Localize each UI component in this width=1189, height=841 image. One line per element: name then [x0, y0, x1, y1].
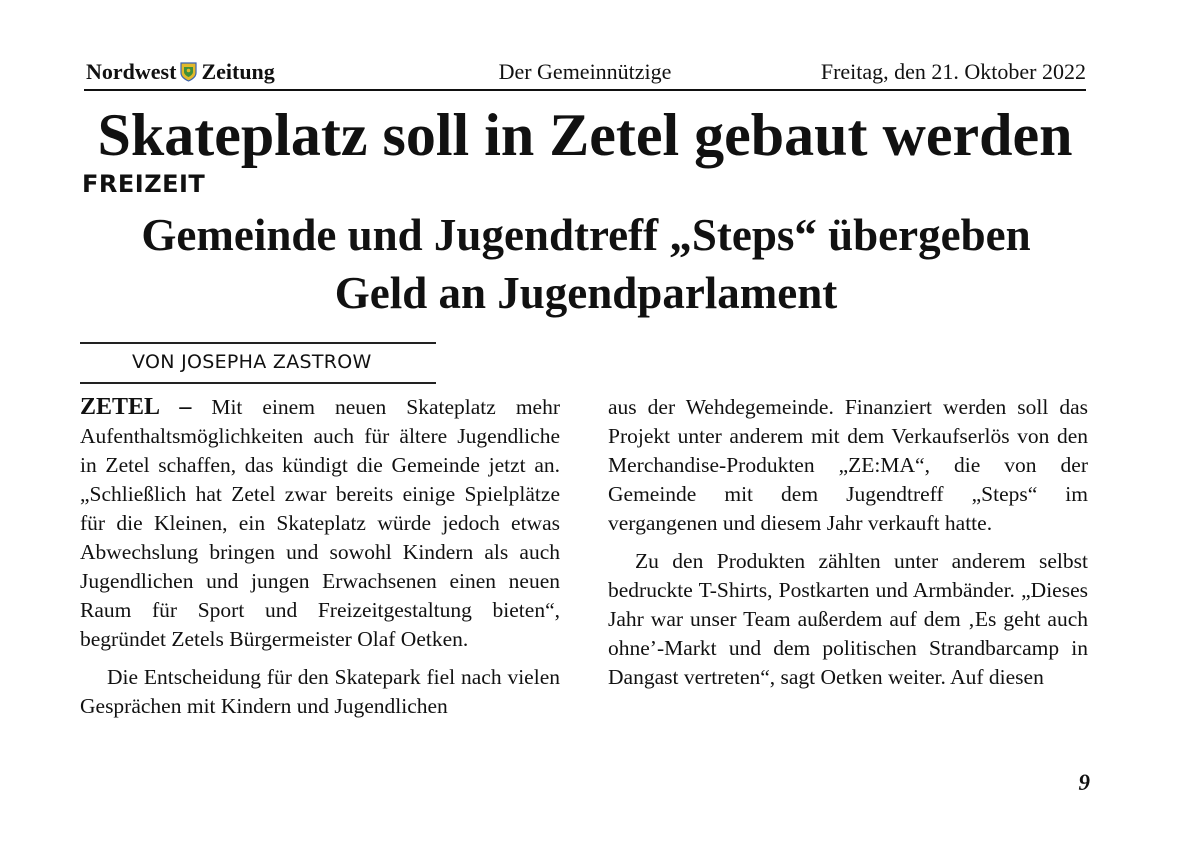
paragraph: Zu den Produkten zählten unter anderem selbst bedruckte T-Shirts, Postkarten und Armbänder. „Dieses Jahr war unser Team außerdem auf dem ‚Es geht auch ohne’-Markt und dem politischen Strandbarcamp in Dangast vertreten“, sagt Oetken weiter. Auf diesen — [608, 549, 1088, 689]
paragraph — [80, 393, 560, 654]
paragraph: Die Entscheidung für den Skatepark fiel nach vielen Gesprächen mit Kindern und Jugendlichen — [80, 665, 560, 718]
brand-name-right: Zeitung — [201, 59, 275, 84]
subheadline-line-2: Geld an Jugendparlament — [334, 268, 838, 318]
page-header — [84, 57, 1086, 91]
brand-name-left: Nordwest — [86, 59, 177, 84]
paragraph-text: Mit einem neuen Skateplatz mehr Aufenthaltsmöglichkeiten auch für ältere Jugendliche in Zetel schaffen, das kündigt die Gemeinde jetzt an. „Schließlich hat Zetel zwar bereits einige Spielplätze für die Kleinen, ein Skateplatz würde jedoch etwas Abwechslung bringen und sowohl Kindern als auch Jugendlichen und jungen Erwachsenen einen neuen Raum für Sport und Freizeitgestaltung bieten“, begründet Zetels Bürgermeister Olaf Oetken. — [80, 395, 560, 651]
subheadline — [84, 206, 1088, 322]
issue-date: Freitag, den 21. Oktober 2022 — [820, 59, 1086, 84]
dateline: ZETEL – — [80, 394, 192, 420]
section-title: Der Gemeinnützige — [498, 59, 672, 84]
subheadline-line-1: Gemeinde und Jugendtreff „Steps“ übergeben — [141, 210, 1031, 260]
paragraph: aus der Wehdegemeinde. Finanziert werden soll das Projekt unter anderem mit dem Verkaufserlös von den Merchandise-Produkten „ZE:MA“, die von der Gemeinde mit dem Jugendtreff „Steps“ im vergangenen und diesem Jahr verkauft hatte. — [608, 395, 1088, 535]
kicker: FREIZEIT — [82, 170, 206, 198]
article-column-right — [608, 393, 1088, 701]
byline-author: VON JOSEPHA ZASTROW — [132, 351, 372, 373]
headline: Skateplatz soll in Zetel gebaut werden — [97, 102, 1073, 168]
article-column-left — [80, 393, 560, 730]
byline — [80, 342, 436, 384]
page-number: 9 — [1078, 770, 1090, 795]
